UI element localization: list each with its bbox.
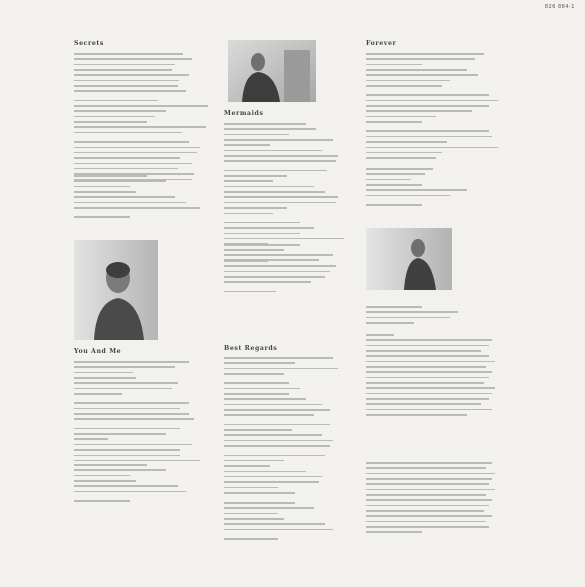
lyrics-forever [366,53,506,163]
song-title-you-and-me: You And Me [74,348,122,355]
lyrics-best-regards [224,357,360,497]
song-title-best-regards: Best Regards [224,345,278,352]
song-title-forever: Forever [366,40,397,47]
credits-secrets [74,175,214,222]
credits-mermaids [224,244,360,296]
lyrics-secrets [74,53,214,184]
credits-forever [366,168,506,209]
thanks-credits [366,334,506,420]
lyrics-you-and-me [74,361,214,465]
song-title-mermaids: Mermaids [224,110,264,117]
credits-you-and-me [74,464,214,505]
dedication-text [366,462,506,537]
band-photo-man-leaning [228,40,316,102]
credits-best-regards [224,502,360,543]
management-credits [366,306,506,327]
band-photo-man-outdoors [366,228,452,290]
band-photo-man-smiling [74,240,158,340]
catalog-number: 826 884-1 [544,4,575,10]
song-title-secrets: Secrets [74,40,104,47]
